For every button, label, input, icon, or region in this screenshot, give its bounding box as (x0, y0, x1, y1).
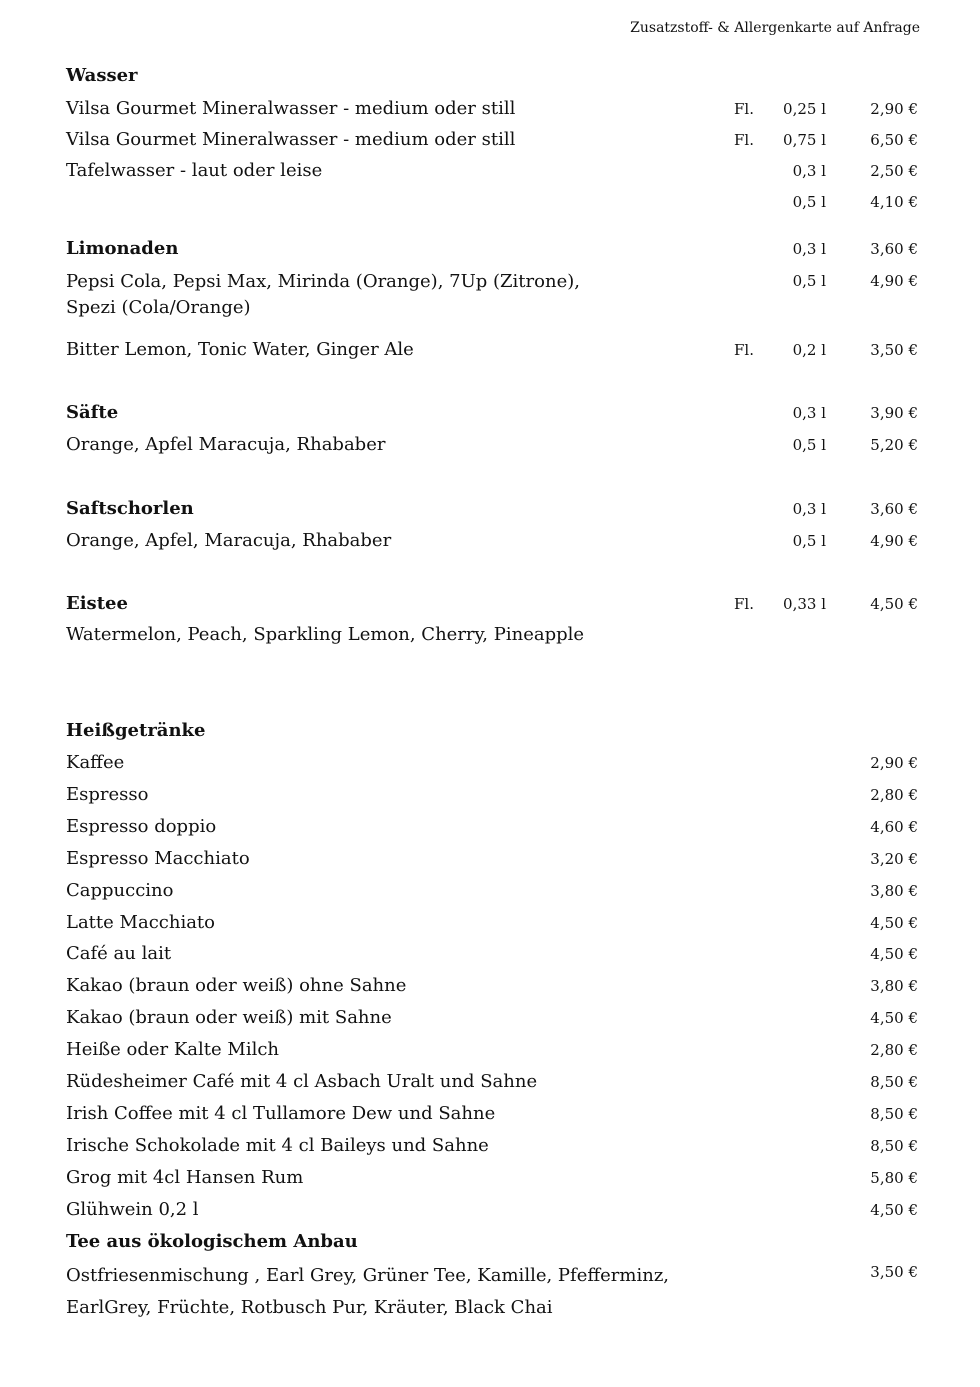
menu-item: Espresso Macchiato 3,20 € (66, 847, 918, 869)
section-title: Wasser (66, 65, 138, 86)
section-saftschorlen: Saftschorlen 0,3 l 3,60 € (66, 498, 918, 519)
section-title: Saftschorlen (66, 498, 194, 519)
menu-item: Orange, Apfel, Maracuja, Rhababer 0,5 l 4,90 € (66, 530, 918, 551)
menu-item: Pepsi Cola, Pepsi Max, Mirinda (Orange), 7Up (Zitrone), Spezi (Cola/Orange) 0,5 l 4,90 € (66, 271, 918, 318)
menu-item: Tafelwasser - laut oder leise 0,3 l 2,50 € (66, 160, 918, 181)
menu-item: 0,5 l 4,10 € (792, 193, 918, 211)
menu-item: Bitter Lemon, Tonic Water, Ginger Ale Fl. 0,2 l 3,50 € (66, 339, 918, 360)
menu-item: Rüdesheimer Café mit 4 cl Asbach Uralt und Sahne 8,50 € (66, 1071, 918, 1092)
section-title: Eistee (66, 593, 128, 614)
menu-item: Cappuccino 3,80 € (66, 879, 918, 901)
menu-item: Kaffee 2,90 € (66, 752, 918, 773)
menu-item: Heiße oder Kalte Milch 2,80 € (66, 1039, 918, 1061)
menu-item: Watermelon, Peach, Sparkling Lemon, Cherry, Pineapple (66, 624, 585, 645)
menu-item: Glühwein 0,2 l 4,50 € (66, 1198, 918, 1220)
menu-item: Ostfriesenmischung , Earl Grey, Grüner Tee, Kamille, Pfefferminz, EarlGrey, Früchte, Rotbusch Pur, Kräuter, Black Chai 3,50 € (66, 1263, 918, 1318)
section-tee (66, 1230, 926, 1254)
menu-item: Irish Coffee mit 4 cl Tullamore Dew und Sahne 8,50 € (66, 1102, 918, 1124)
section-limonaden: Limonaden 0,3 l 3,60 € (66, 238, 918, 259)
menu-item: Grog mit 4cl Hansen Rum 5,80 € (66, 1166, 918, 1188)
section-saefte: Säfte 0,3 l 3,90 € (66, 402, 918, 423)
section-title: Tee aus ökologischem Anbau (66, 1231, 358, 1252)
menu-item: Espresso 2,80 € (66, 783, 918, 805)
menu-item: Kakao (braun oder weiß) mit Sahne 4,50 € (66, 1007, 918, 1029)
menu-item: Vilsa Gourmet Mineralwasser - medium oder still Fl. 0,75 l 6,50 € (66, 129, 918, 150)
section-wasser (66, 64, 926, 88)
section-eistee: Eistee Fl. 0,33 l 4,50 € (66, 593, 918, 614)
menu-item: Irische Schokolade mit 4 cl Baileys und Sahne 8,50 € (66, 1134, 918, 1156)
menu-item: Espresso doppio 4,60 € (66, 815, 918, 837)
section-title: Limonaden (66, 238, 179, 259)
menu-item: Café au lait 4,50 € (66, 943, 918, 965)
menu-item: Orange, Apfel Maracuja, Rhababer 0,5 l 5,20 € (66, 434, 918, 455)
menu-item: Kakao (braun oder weiß) ohne Sahne 3,80 € (66, 975, 918, 997)
section-title: Heißgetränke (66, 720, 206, 741)
allergen-note: Zusatzstoff- & Allergenkarte auf Anfrage (630, 20, 920, 36)
menu-item: Vilsa Gourmet Mineralwasser - medium oder still Fl. 0,25 l 2,90 € (66, 98, 918, 119)
section-heissgetraenke (66, 719, 926, 743)
menu-item: Latte Macchiato 4,50 € (66, 911, 918, 933)
section-title: Säfte (66, 402, 119, 423)
